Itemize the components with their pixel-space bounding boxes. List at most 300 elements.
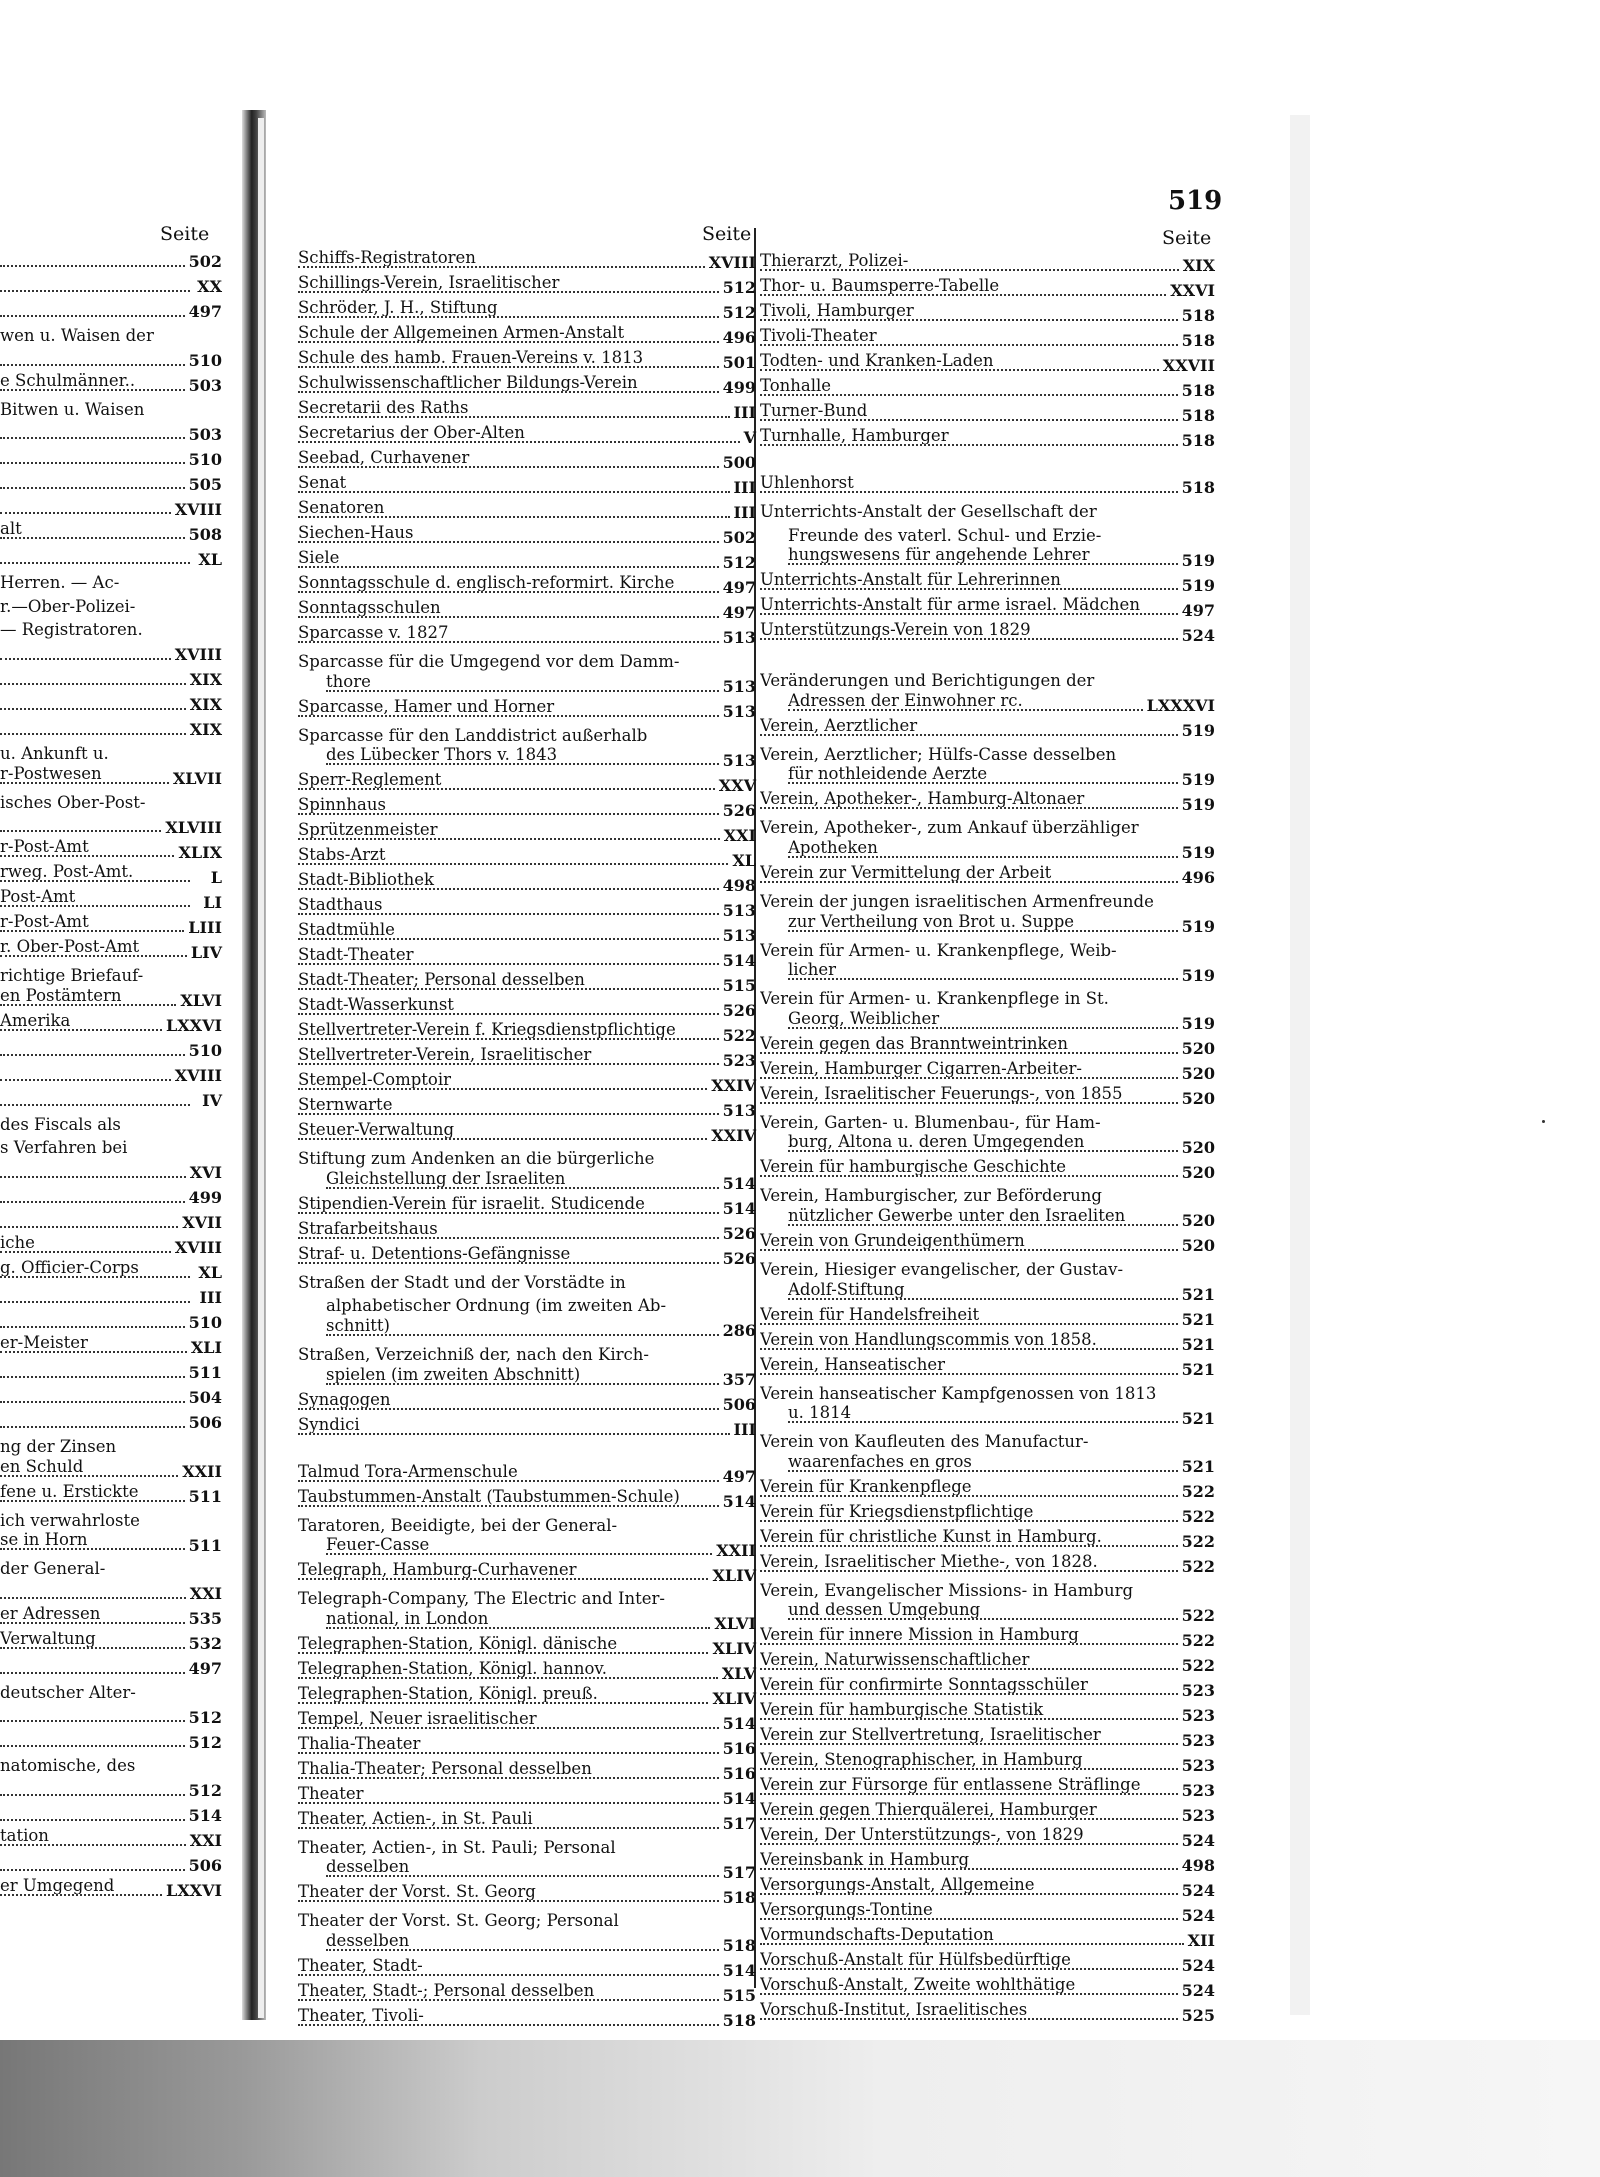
index-entry-label: spielen (im zweiten Abschnitt)	[326, 1367, 583, 1384]
index-entry-label: desselben	[326, 1859, 412, 1876]
index-entry-label: g. Officier-Corps	[0, 1260, 142, 1277]
index-entry-page: 524	[1181, 1955, 1215, 1975]
index-entry-page: XIX	[1182, 256, 1215, 276]
index-entry-page: 521	[1181, 1284, 1215, 1304]
index-entry-page: 514	[722, 1491, 756, 1511]
index-entry	[298, 997, 756, 1022]
index-entry	[298, 1761, 756, 1786]
index-entry	[298, 1417, 756, 1442]
index-entry	[298, 525, 756, 550]
index-entry	[0, 1606, 222, 1631]
index-entry	[0, 1459, 222, 1484]
index-entry	[298, 1097, 756, 1122]
right-page-edge	[1290, 115, 1310, 2015]
index-entry	[0, 348, 222, 373]
index-entry-page: L	[210, 867, 222, 887]
index-entry-page: 502	[722, 528, 756, 548]
index-entry-label: Georg, Weiblicher	[788, 1011, 942, 1028]
index-entry-label: Sparcasse v. 1827	[298, 625, 451, 642]
index-entry	[298, 797, 756, 822]
index-entry-label: desselben	[326, 1933, 412, 1950]
index-entry-text: wen u. Waisen der	[0, 326, 154, 345]
index-entry	[760, 1405, 1215, 1430]
index-entry	[298, 847, 756, 872]
index-entry	[0, 1260, 222, 1285]
index-entry	[298, 1859, 756, 1884]
index-entry-page: XLVI	[714, 1614, 756, 1634]
index-entry-text: u. Ankunft u.	[0, 743, 109, 763]
index-entry	[760, 693, 1215, 718]
index-entry	[760, 1454, 1215, 1479]
index-entry	[760, 378, 1215, 403]
index-entry-page: 519	[1181, 769, 1215, 789]
index-entry-label	[0, 1360, 3, 1377]
index-entry	[760, 403, 1215, 428]
index-entry-label: Schule der Allgemeinen Armen-Anstalt	[298, 325, 627, 342]
index-entry-page: 518	[722, 1936, 756, 1956]
index-entry	[0, 471, 222, 496]
index-entry-page: 513	[722, 628, 756, 648]
index-entry-page: 519	[1181, 843, 1215, 863]
index-entry-label	[0, 642, 3, 659]
index-entry-text: Verein hanseatischer Kampfgenossen von 1813	[760, 1383, 1157, 1403]
index-entry	[298, 350, 756, 375]
index-entry	[0, 299, 222, 324]
index-entry-label: Tempel, Neuer israelitischer	[298, 1711, 540, 1728]
index-entry-page: 501	[722, 353, 756, 373]
index-entry-page: XLVI	[180, 991, 222, 1011]
index-entry	[298, 1047, 756, 1072]
index-entry-label: Theater, Tivoli-	[298, 2008, 427, 2025]
index-entry-page: 519	[1181, 794, 1215, 814]
index-entry-page: XVI	[189, 1163, 222, 1183]
index-entry-label: er Umgegend	[0, 1878, 117, 1895]
index-entry	[0, 446, 222, 471]
index-entry-page: 512	[722, 553, 756, 573]
index-entry	[0, 1385, 222, 1410]
index-entry-label	[0, 814, 3, 831]
index-entry-text: Theater, Actien-, in St. Pauli; Personal	[298, 1837, 616, 1857]
index-entry-page: 503	[188, 424, 222, 444]
index-entry-page: 526	[722, 1000, 756, 1020]
index-entry-label: r-Post-Amt	[0, 839, 92, 856]
index-entry-page: 518	[1181, 478, 1215, 498]
index-entry-label: nützlicher Gewerbe unter den Israeliten	[788, 1208, 1128, 1225]
index-entry-text: Verein der jungen israelitischen Armenfreunde	[760, 891, 1154, 911]
index-entry	[298, 1022, 756, 1047]
index-entry-label	[0, 348, 3, 365]
index-entry	[298, 325, 756, 350]
index-entry-label: Verein, Apotheker-, Hamburg-Altonaer	[760, 791, 1087, 808]
index-entry	[298, 625, 756, 650]
index-entry-text: alphabetischer Ordnung (im zweiten Ab-	[326, 1296, 667, 1316]
index-entry	[0, 1335, 222, 1360]
index-entry-text: ng der Zinsen	[0, 1436, 117, 1456]
index-entry-page: 515	[722, 1986, 756, 2006]
index-entry-label: Apotheken	[788, 840, 881, 857]
index-entry-label: Verein, Hamburger Cigarren-Arbeiter-	[760, 1061, 1085, 1078]
index-entry	[0, 839, 222, 864]
index-entry-label: iche	[0, 1235, 38, 1252]
index-entry-label: Senatoren	[298, 500, 387, 517]
index-entry	[298, 575, 756, 600]
index-entry-page: 521	[1181, 1408, 1215, 1428]
index-entry-label	[0, 692, 3, 709]
index-entry-label	[0, 471, 3, 488]
index-entry-label: en Postämtern	[0, 988, 125, 1005]
index-entry	[760, 1802, 1215, 1827]
index-entry-label: Verein, Hanseatischer	[760, 1357, 948, 1374]
index-entry-page: 522	[1181, 1655, 1215, 1675]
index-entry-label: Thalia-Theater; Personal desselben	[298, 1761, 595, 1778]
index-entry-page: 521	[1181, 1309, 1215, 1329]
index-entry	[0, 814, 222, 839]
index-entry-page: 513	[722, 702, 756, 721]
index-entry-page: 525	[1181, 2005, 1215, 2025]
index-entry-page: 500	[722, 453, 756, 473]
index-entry-page: XVIII	[708, 253, 756, 273]
index-entry-label: Uhlenhorst	[760, 475, 857, 492]
index-entry	[760, 1332, 1215, 1357]
index-entry	[0, 1631, 222, 1656]
index-entry-label: Stadtmühle	[298, 922, 398, 939]
index-entry	[298, 972, 756, 997]
index-entry-page: XXVI	[1170, 281, 1215, 301]
index-entry-label: Steuer-Verwaltung	[298, 1122, 457, 1139]
index-entry-page: 511	[188, 1486, 222, 1506]
index-entry-label	[0, 249, 3, 266]
index-entry-text: ich verwahrloste	[0, 1510, 140, 1530]
index-entry	[0, 1013, 222, 1038]
index-entry-label: Siechen-Haus	[298, 525, 417, 542]
index-entry-page: XIX	[189, 720, 222, 740]
index-entry-text: Verein, Evangelischer Missions- in Hamburg	[760, 1580, 1134, 1600]
index-entry-page: 518	[722, 1887, 756, 1907]
index-entry	[298, 500, 756, 525]
index-entry	[298, 1786, 756, 1811]
index-entry-page: 523	[1181, 1805, 1215, 1825]
index-entry-text: natomische, des	[0, 1756, 136, 1776]
index-entry-label: Stadt-Theater	[298, 947, 416, 964]
index-entry-page: 503	[188, 376, 222, 395]
index-entry-page: 523	[722, 1050, 756, 1070]
index-entry	[298, 872, 756, 897]
index-entry-page: 519	[1181, 575, 1215, 595]
index-entry-label: u. 1814	[788, 1405, 854, 1422]
index-entry-page: 286	[722, 1321, 756, 1341]
index-entry-page: XXIV	[711, 1075, 756, 1095]
index-entry	[298, 1983, 756, 2008]
index-entry	[298, 1661, 756, 1686]
index-entry-label: Synagogen	[298, 1392, 394, 1409]
index-entry	[0, 864, 222, 889]
index-entry-label: Verein für Handelsfreiheit	[760, 1307, 982, 1324]
index-entry	[0, 642, 222, 667]
index-entry-page: V	[743, 428, 756, 448]
section-gap	[760, 453, 1215, 475]
index-entry-page: 524	[1181, 1905, 1215, 1925]
index-entry-page: LIV	[190, 942, 222, 962]
index-entry-page: 497	[188, 1659, 222, 1679]
index-entry-label: Schulwissenschaftlicher Bildungs-Verein	[298, 375, 641, 392]
index-entry	[298, 1711, 756, 1736]
index-entry-page: III	[733, 403, 756, 423]
index-entry	[298, 1884, 756, 1909]
index-entry-page: 511	[188, 1535, 222, 1555]
index-entry-label: Senat	[298, 475, 349, 492]
index-entry-page: XLI	[190, 1338, 222, 1358]
index-entry-page: 519	[1181, 916, 1215, 936]
index-entry-page: 517	[722, 1814, 756, 1834]
index-entry-text: Sparcasse für die Umgegend vor dem Damm-	[298, 652, 680, 671]
left-column-header: Seite	[160, 223, 210, 245]
index-entry-page: 514	[722, 950, 756, 970]
index-entry-label: Verein, Naturwissenschaftlicher	[760, 1652, 1032, 1669]
stray-mark	[1542, 1120, 1545, 1123]
index-entry-page: XXI	[189, 1831, 222, 1851]
index-entry-label	[0, 1656, 3, 1673]
index-entry	[0, 249, 222, 274]
index-entry-page: III	[733, 478, 756, 498]
index-entry-text: — Registratoren.	[0, 620, 143, 640]
index-entry-text: Theater der Vorst. St. Georg; Personal	[298, 1911, 619, 1931]
index-entry	[298, 1736, 756, 1761]
index-entry-text: Verein, Apotheker-, zum Ankauf überzähliger	[760, 818, 1139, 838]
index-entry-text: Freunde des vaterl. Schul- und Erzie-	[788, 525, 1102, 545]
index-entry-page: 520	[1181, 1064, 1215, 1084]
index-entry	[0, 1038, 222, 1063]
index-entry-label: Post-Amt	[0, 889, 78, 906]
index-entry-label: r-Post-Amt	[0, 914, 92, 931]
index-entry	[298, 450, 756, 475]
index-entry	[760, 278, 1215, 303]
index-entry-page: 518	[722, 2011, 756, 2031]
index-entry-page: XL	[198, 1263, 222, 1283]
index-entry	[298, 1392, 756, 1417]
index-entry-label: Theater	[298, 1786, 367, 1803]
index-entry-label: Verein von Handlungscommis von 1858.	[760, 1332, 1100, 1349]
index-entry-page: XIX	[189, 670, 222, 690]
index-entry-label: national, in London	[326, 1611, 491, 1628]
index-entry-label: Theater, Actien-, in St. Pauli	[298, 1811, 536, 1828]
index-entry-text: Stiftung zum Andenken an die bürgerliche	[298, 1149, 655, 1169]
index-entry	[760, 1061, 1215, 1086]
index-entry	[0, 766, 222, 791]
index-entry-text: Verein, Garten- u. Blumenbau-, für Ham-	[760, 1112, 1101, 1132]
index-entry	[760, 1652, 1215, 1677]
index-entry-label	[0, 446, 3, 463]
index-entry-page: XLIV	[712, 1565, 756, 1585]
index-entry-label: Schiffs-Registratoren	[298, 250, 479, 267]
index-entry-page: 497	[722, 603, 756, 623]
index-entry-label: Verein von Grundeigenthümern	[760, 1233, 1028, 1250]
index-entry	[298, 897, 756, 922]
index-entry-label: Feuer-Casse	[326, 1537, 432, 1554]
index-entry	[760, 1529, 1215, 1554]
index-entry	[0, 1803, 222, 1828]
index-entry-label	[0, 1704, 3, 1721]
index-entry-page: 523	[1181, 1680, 1215, 1700]
index-entry-page: XLV	[721, 1664, 756, 1684]
index-entry-page: 518	[1181, 306, 1215, 326]
index-entry-page: XVIII	[174, 645, 222, 665]
index-entry	[298, 1958, 756, 1983]
index-entry-label: Telegraphen-Station, Königl. preuß.	[298, 1686, 601, 1703]
index-entry-page: 526	[722, 1224, 756, 1244]
index-entry-page: XL	[198, 549, 222, 569]
index-entry-page: 518	[1181, 406, 1215, 426]
index-entry-label: für nothleidende Aerzte	[788, 766, 990, 783]
index-entry-label: Thor- u. Baumsperre-Tabelle	[760, 278, 1002, 295]
index-entry-label	[0, 299, 3, 316]
index-entry	[760, 1479, 1215, 1504]
section-gap	[760, 647, 1215, 669]
index-entry	[760, 1952, 1215, 1977]
index-entry-page: XX	[197, 277, 222, 297]
index-entry	[298, 1072, 756, 1097]
index-entry	[760, 1011, 1215, 1036]
index-entry	[760, 1602, 1215, 1627]
index-entry-label: Todten- und Kranken-Laden	[760, 353, 997, 370]
index-entry-label: Sparcasse, Hamer und Horner	[298, 699, 557, 716]
index-entry-page: 506	[188, 1413, 222, 1433]
index-entry	[760, 914, 1215, 939]
index-entry-label: Spinnhaus	[298, 797, 389, 814]
index-entry	[0, 1484, 222, 1509]
index-entry	[760, 1233, 1215, 1258]
index-entry	[298, 600, 756, 625]
index-entry	[0, 1704, 222, 1729]
index-entry-label: Versorgungs-Anstalt, Allgemeine	[760, 1877, 1038, 1894]
index-entry-page: 520	[1181, 1039, 1215, 1059]
index-entry-label: Verein zur Vermittelung der Arbeit	[760, 865, 1054, 882]
index-entry-label: Adolf-Stiftung	[788, 1282, 908, 1299]
index-entry-page: 497	[722, 578, 756, 598]
index-entry-label: Versorgungs-Tontine	[760, 1902, 936, 1919]
index-entry-label: licher	[788, 962, 839, 979]
index-entry-label: Sonntagsschule d. englisch-reformirt. Kirche	[298, 575, 677, 592]
index-entry	[760, 353, 1215, 378]
index-entry	[0, 1063, 222, 1088]
index-entry-page: LXXVI	[166, 1016, 222, 1036]
index-entry	[298, 1811, 756, 1836]
index-entry	[760, 1134, 1215, 1159]
index-entry-page: 519	[1181, 1014, 1215, 1034]
index-entry	[298, 1246, 756, 1271]
index-entry-page: III	[733, 1419, 756, 1439]
index-entry-page: 521	[1181, 1457, 1215, 1477]
index-entry-label: schnitt)	[326, 1318, 393, 1335]
index-entry-page: 522	[1181, 1507, 1215, 1527]
index-entry-text: Straßen, Verzeichniß der, nach den Kirch-	[298, 1344, 649, 1364]
index-entry-label: Verein für hamburgische Statistik	[760, 1702, 1046, 1719]
index-entry-label: en Schuld	[0, 1459, 86, 1476]
index-entry	[298, 772, 756, 797]
index-entry-page: 506	[722, 1394, 756, 1414]
index-entry-label: Schule des hamb. Frauen-Vereins v. 1813	[298, 350, 646, 367]
index-entry	[760, 1307, 1215, 1332]
index-entry-page: 526	[722, 800, 756, 820]
index-entry-label: e Schulmänner..	[0, 373, 138, 390]
left-column	[0, 249, 222, 1903]
index-entry-page: XVII	[182, 1213, 222, 1233]
index-entry-text: Sparcasse für den Landdistrict außerhalb	[298, 725, 648, 745]
index-entry-label: Siele	[298, 550, 342, 567]
index-entry-label	[0, 1185, 3, 1202]
index-entry	[0, 667, 222, 692]
index-entry-page: XXV	[718, 775, 756, 795]
index-entry-page: LXXXVI	[1146, 696, 1215, 716]
index-entry-page: 517	[722, 1862, 756, 1882]
index-entry-label: Verein, Der Unterstützungs-, von 1829	[760, 1827, 1087, 1844]
index-entry-label: Thierarzt, Polizei-	[760, 253, 911, 270]
index-entry	[760, 791, 1215, 816]
index-entry-page: 504	[188, 1388, 222, 1408]
index-entry-page: 522	[1181, 1557, 1215, 1577]
index-entry-label: Syndici	[298, 1417, 363, 1434]
index-entry-label: Verein gegen Thierquälerei, Hamburger	[760, 1802, 1100, 1819]
index-entry	[298, 250, 756, 275]
index-entry-page: XVIII	[174, 1066, 222, 1086]
index-entry-page: 513	[722, 1100, 756, 1120]
index-entry	[298, 400, 756, 425]
index-entry-label: hungswesens für angehende Lehrer	[788, 547, 1093, 564]
index-entry-page: XXIV	[711, 1125, 756, 1145]
index-entry-label: Vorschuß-Institut, Israelitisches	[760, 2002, 1030, 2019]
index-entry-label: Verein für innere Mission in Hamburg	[760, 1627, 1082, 1644]
index-entry-page: 508	[188, 524, 222, 544]
index-entry	[760, 547, 1215, 572]
index-entry-page: 513	[722, 750, 756, 770]
index-entry	[0, 1410, 222, 1435]
index-entry	[0, 939, 222, 964]
index-entry-page: XVIII	[174, 1238, 222, 1258]
index-entry	[760, 1036, 1215, 1061]
index-entry-label	[0, 1410, 3, 1427]
index-entry	[298, 550, 756, 575]
index-entry-page: LIII	[188, 917, 222, 937]
index-entry	[0, 1828, 222, 1853]
index-entry-label: zur Vertheilung von Brot u. Suppe	[788, 914, 1077, 931]
index-entry	[0, 496, 222, 521]
index-entry	[760, 1977, 1215, 2002]
index-entry	[760, 1159, 1215, 1184]
index-entry	[298, 1489, 756, 1514]
index-entry	[760, 1852, 1215, 1877]
index-entry-page: 499	[188, 1188, 222, 1208]
index-entry	[760, 1827, 1215, 1852]
index-entry-label: Verein gegen das Branntweintrinken	[760, 1036, 1071, 1053]
index-entry-page: 519	[1181, 550, 1215, 570]
index-entry-label: Sperr-Reglement	[298, 772, 444, 789]
index-entry-page: XL	[732, 850, 756, 870]
index-entry-label	[0, 496, 3, 513]
page-number: 519	[1168, 186, 1223, 216]
index-entry-text: isches Ober-Post-	[0, 792, 146, 812]
index-entry	[760, 622, 1215, 647]
index-entry	[0, 988, 222, 1013]
index-entry-page: XXII	[716, 1540, 756, 1560]
index-entry	[0, 1656, 222, 1681]
index-entry-label	[0, 1581, 3, 1598]
index-entry-label: Straf- u. Detentions-Gefängnisse	[298, 1246, 573, 1263]
index-entry	[0, 373, 222, 398]
index-entry-page: 516	[722, 1764, 756, 1784]
index-entry-page: 505	[188, 474, 222, 494]
index-entry-text: Verein, Hamburgischer, zur Beförderung	[760, 1186, 1102, 1206]
index-entry	[0, 889, 222, 914]
index-entry	[760, 1927, 1215, 1952]
